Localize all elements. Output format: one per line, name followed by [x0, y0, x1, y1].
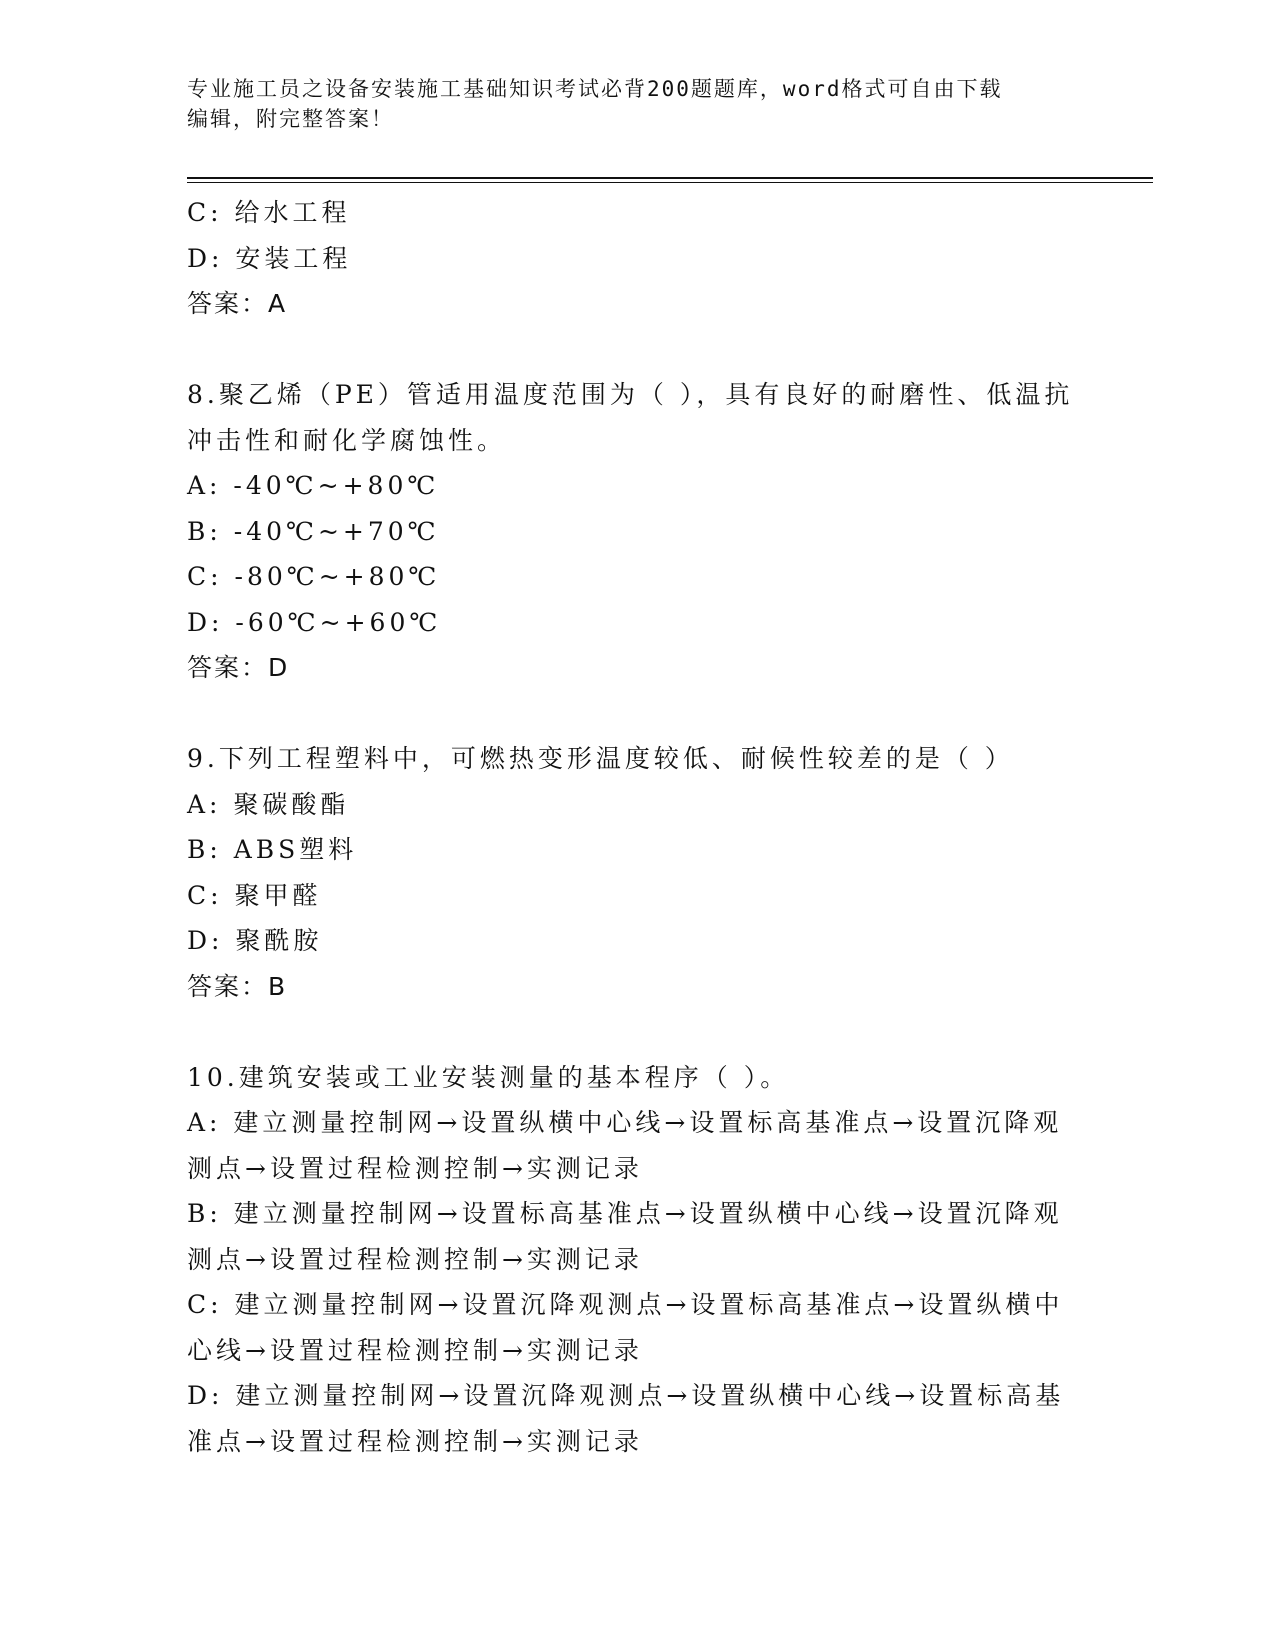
question-list [187, 190, 1087, 1464]
option-d: D: 建立测量控制网→设置沉降观测点→设置纵横中心线→设置标高基 [187, 1381, 1065, 1410]
option-c: C: 建立测量控制网→设置沉降观测点→设置标高基准点→设置纵横中 [187, 1290, 1064, 1319]
spacer [187, 691, 1087, 737]
option-c: C: 给水工程 [187, 198, 351, 227]
question-8 [187, 372, 1087, 691]
question-10 [187, 1055, 1087, 1465]
header-divider-thin [187, 182, 1153, 183]
header-line-1: 专业施工员之设备安装施工基础知识考试必背200题题库，word格式可自由下载 [187, 77, 1003, 101]
header-divider-thick [187, 177, 1153, 179]
header-line-2: 编辑，附完整答案！ [187, 107, 394, 131]
option-b-continued: 测点→设置过程检测控制→实测记录 [187, 1244, 643, 1274]
question-stem: 10.建筑安装或工业安装测量的基本程序（ ）。 [187, 1062, 790, 1092]
option-b: B: ABS塑料 [187, 835, 358, 864]
option-c: C: 聚甲醛 [187, 880, 322, 910]
answer-label: 答案：B [187, 971, 288, 1001]
option-d: D: -60℃~+60℃ [187, 607, 442, 637]
option-a: A: -40℃~+80℃ [187, 471, 440, 500]
option-a: A: 建立测量控制网→设置纵横中心线→设置标高基准点→设置沉降观 [187, 1108, 1063, 1137]
question-7-tail [187, 190, 1087, 327]
option-d: D: 聚酰胺 [187, 926, 323, 955]
question-stem-continued: 冲击性和耐化学腐蚀性。 [187, 425, 507, 455]
option-c: C: -80℃~+80℃ [187, 562, 441, 591]
answer-label: 答案：D [187, 653, 290, 682]
option-a: A: 聚碳酸酯 [187, 789, 350, 819]
question-stem: 8.聚乙烯（PE）管适用温度范围为（ ），具有良好的耐磨性、低温抗 [187, 380, 1074, 409]
option-d: D: 安装工程 [187, 243, 352, 273]
question-stem: 9.下列工程塑料中，可燃热变形温度较低、耐候性较差的是（ ） [187, 744, 1014, 773]
spacer [187, 327, 1087, 373]
document-header [187, 74, 1067, 134]
option-d-continued: 准点→设置过程检测控制→实测记录 [187, 1426, 643, 1456]
option-c-continued: 心线→设置过程检测控制→实测记录 [187, 1335, 643, 1365]
answer-label: 答案：A [187, 289, 288, 318]
spacer [187, 1009, 1087, 1055]
option-a-continued: 测点→设置过程检测控制→实测记录 [187, 1153, 643, 1183]
option-b: B: 建立测量控制网→设置标高基准点→设置纵横中心线→设置沉降观 [187, 1199, 1063, 1228]
question-9 [187, 736, 1087, 1009]
option-b: B: -40℃~+70℃ [187, 516, 440, 546]
